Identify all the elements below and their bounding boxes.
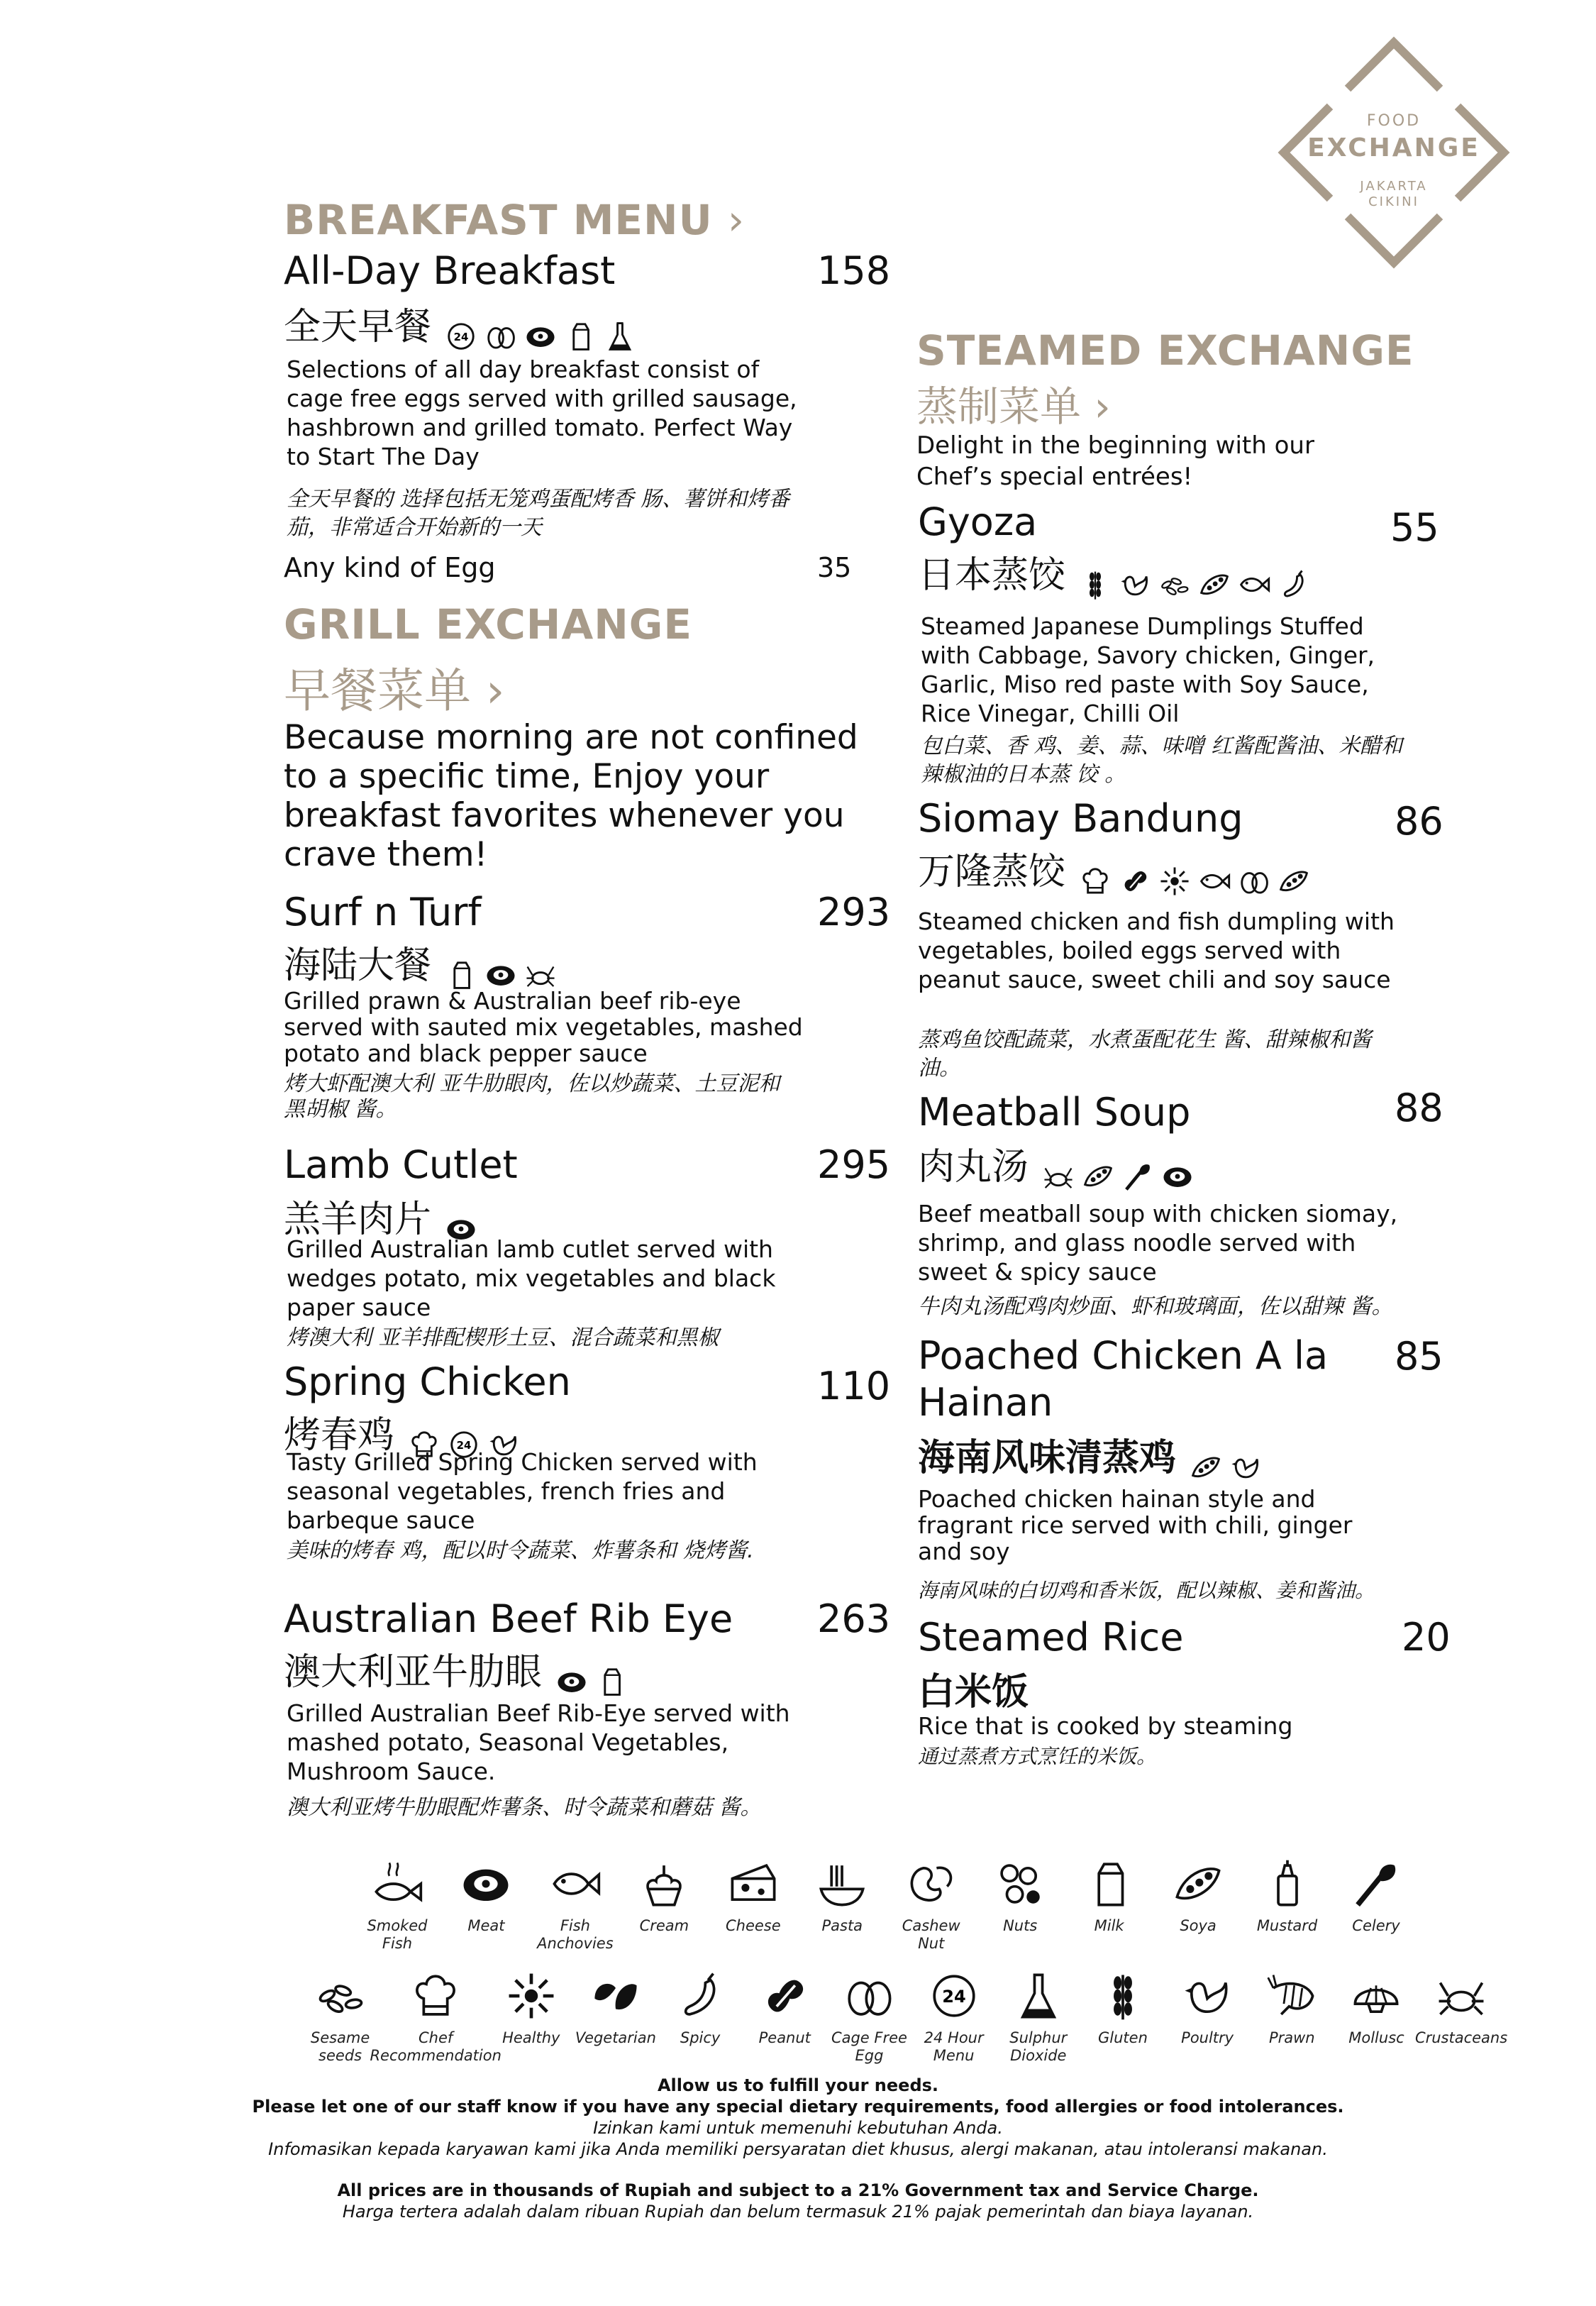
legend-label: Celery — [1352, 1917, 1400, 1934]
item-description: Rice that is cooked by steaming — [918, 1712, 1293, 1740]
spicy-icon — [1278, 568, 1310, 601]
chevron-right-icon: › — [727, 196, 746, 244]
svg-text:24: 24 — [456, 1438, 472, 1452]
pasta-icon — [816, 1858, 868, 1913]
item-price: 20 — [1402, 1615, 1451, 1660]
legend-label: 24 Hour Menu — [924, 2029, 984, 2064]
meat-icon — [1161, 1160, 1194, 1193]
section-subtitle-grill: 早餐菜单 › — [284, 663, 505, 718]
meat-icon — [555, 1665, 588, 1698]
milk-icon — [595, 1665, 628, 1698]
item-description-cn: 牛肉丸汤配鸡肉炒面、虾和玻璃面，佐以甜辣 酱。 — [918, 1294, 1393, 1319]
legend-label: Meat — [467, 1917, 505, 1934]
gluten-icon — [1097, 1970, 1149, 2025]
section-title-grill: GRILL EXCHANGE — [284, 600, 692, 649]
legend-item — [370, 1970, 501, 2065]
peanut-icon — [758, 1970, 811, 2025]
item-name: Steamed Rice — [918, 1615, 1184, 1660]
item-name: Gyoza — [918, 500, 1038, 544]
legend-label: Cashew Nut — [902, 1917, 960, 1952]
item-name: Meatball Soup — [918, 1090, 1191, 1135]
item-description: Poached chicken hainan style and fragrant rice served with chili, ginger and soy — [918, 1485, 1353, 1565]
legend-item — [443, 1858, 528, 1935]
legend-item — [977, 1858, 1063, 1935]
chevron-right-icon: › — [485, 663, 505, 718]
legend-item — [1156, 1858, 1241, 1935]
item-name: Spring Chicken — [284, 1359, 571, 1404]
legend-item — [1250, 1970, 1334, 2047]
legend-label: Pasta — [821, 1917, 863, 1934]
legend-label: Cheese — [725, 1917, 781, 1934]
legend-label: Poultry — [1181, 2029, 1234, 2046]
legend-label: Spicy — [680, 2029, 721, 2046]
crustacean-icon — [1435, 1970, 1487, 2025]
legend-label: Sulphur Dioxide — [1009, 2029, 1068, 2064]
item-cn-row — [284, 935, 557, 991]
section-subtitle-steamed: 蒸制菜单 › — [916, 382, 1111, 431]
item-price: 86 — [1395, 799, 1443, 844]
legend-row — [298, 1970, 1508, 2065]
footer-notes — [213, 2075, 1383, 2222]
poultry-icon — [1229, 1451, 1262, 1484]
logo-main-text: EXCHANGE — [1307, 133, 1480, 162]
section-intro: Because morning are not confined to a specific time, Enjoy your breakfast favorites whenever you crave them! — [284, 718, 858, 874]
soya-icon — [1190, 1451, 1222, 1484]
meat-icon — [484, 959, 517, 991]
gluten-icon — [1079, 568, 1112, 601]
prawn-icon — [1265, 1970, 1318, 2025]
item-name: Lamb Cutlet — [284, 1142, 518, 1187]
mollusc-icon — [1350, 1970, 1402, 2025]
item-cn-name: 羔羊肉片 — [284, 1198, 432, 1241]
legend-item — [573, 1970, 658, 2047]
item-cn-row — [284, 297, 636, 353]
soya-icon — [1172, 1858, 1224, 1913]
chef-icon — [1079, 865, 1112, 898]
legend-item — [1334, 1970, 1419, 2047]
section-title-breakfast: BREAKFAST MENU › — [284, 196, 746, 244]
item-description: Steamed Japanese Dumplings Stuffed with Cabbage, Savory chicken, Ginger, Garlic, Miso red paste with Soy Sauce, Rice Vinegar, Chilli Oil — [921, 612, 1375, 727]
item-name: Siomay Bandung — [918, 796, 1243, 841]
legend-label: Healthy — [502, 2029, 560, 2046]
cashew-icon — [905, 1858, 958, 1913]
item-cn-row — [918, 1428, 1262, 1484]
legend-label: Chef Recommendation — [370, 2029, 501, 2064]
item-description-cn: 烤澳大利 亚羊排配楔形土豆、混合蔬菜和黑椒 — [287, 1325, 719, 1350]
footer-line: Please let one of our staff know if you have any special dietary requirements, food allergies or food intolerances. — [252, 2097, 1344, 2117]
item-price: 263 — [817, 1596, 891, 1641]
crustacean-icon — [524, 959, 557, 991]
logo-location-text: JAKARTA — [1360, 179, 1428, 194]
legend-label: Gluten — [1098, 2029, 1148, 2046]
healthy-icon — [1158, 865, 1191, 898]
item-cn-name: 澳大利亚牛肋眼 — [284, 1651, 543, 1694]
spicy-icon — [674, 1970, 726, 2025]
section-title-steamed: STEAMED EXCHANGE — [916, 326, 1414, 375]
legend-label: Smoked Fish — [367, 1917, 428, 1952]
legend-label: Fish Anchovies — [537, 1917, 614, 1952]
sesame-icon — [1158, 568, 1191, 601]
item-description: Grilled Australian Beef Rib-Eye served with mashed potato, Seasonal Vegetables, Mushroom Sauce. — [287, 1699, 790, 1785]
legend-label: Peanut — [758, 2029, 811, 2046]
poultry-icon — [1181, 1970, 1234, 2025]
item-cn-row — [918, 1137, 1194, 1193]
legend-item — [658, 1970, 743, 2047]
milk-icon — [1083, 1858, 1136, 1913]
legend-item — [1414, 1970, 1508, 2047]
milk-icon — [445, 959, 477, 991]
allergen-legend — [355, 1858, 1419, 1953]
legend-row — [355, 1858, 1419, 1953]
legend-item — [1245, 1858, 1330, 1935]
peanut-icon — [1119, 865, 1151, 898]
24-hour-icon — [445, 320, 477, 353]
sulphur-dioxide-icon — [1012, 1970, 1065, 2025]
item-description-cn: 美味的烤春 鸡，配以时令蔬菜、炸薯条和 烧烤酱. — [287, 1538, 754, 1563]
legend-item — [1080, 1970, 1165, 2047]
legend-item — [1165, 1970, 1250, 2047]
legend-item — [1334, 1858, 1419, 1935]
item-price: 295 — [817, 1142, 891, 1187]
svg-text:24: 24 — [941, 1987, 966, 2007]
item-cn-name: 烤春鸡 — [284, 1414, 395, 1457]
section-intro: Delight in the beginning with our Chef’s special entrées! — [916, 431, 1314, 491]
cheese-icon — [727, 1858, 780, 1913]
footer-line: Harga tertera adalah dalam ribuan Rupiah dan belum termasuk 21% pajak pemerintah dan biaya layanan. — [342, 2202, 1254, 2222]
fish-icon — [1198, 865, 1231, 898]
item-description: Beef meatball soup with chicken siomay, shrimp, and glass noodle served with sweet & spicy sauce — [918, 1200, 1398, 1286]
legend-item — [489, 1970, 573, 2047]
item-description-cn: 烤大虾配澳大利 亚牛肋眼肉，佐以炒蔬菜、土豆泥和黑胡椒 酱。 — [284, 1071, 780, 1122]
nuts-icon — [994, 1858, 1046, 1913]
item-description: Grilled Australian lamb cutlet served with wedges potato, mix vegetables and black paper sauce — [287, 1235, 776, 1321]
item-price: 88 — [1395, 1086, 1443, 1130]
item-name: Any kind of Egg — [284, 552, 496, 583]
item-description-cn: 通过蒸煮方式烹饪的米饭。 — [918, 1745, 1157, 1768]
item-name: Australian Beef Rib Eye — [284, 1596, 733, 1641]
item-cn-name: 日本蒸饺 — [918, 554, 1066, 597]
legend-label: Crustaceans — [1414, 2029, 1508, 2046]
soya-icon — [1198, 568, 1231, 601]
legend-label: Vegetarian — [575, 2029, 656, 2046]
item-description-cn: 蒸鸡鱼饺配蔬菜，水煮蛋配花生 酱、甜辣椒和酱油。 — [918, 1027, 1372, 1081]
item-price: 85 — [1395, 1334, 1443, 1379]
item-cn-name: 全天早餐 — [284, 306, 432, 348]
logo-top-text: FOOD — [1366, 112, 1422, 130]
legend-item — [799, 1858, 885, 1935]
item-description: Tasty Grilled Spring Chicken served with seasonal vegetables, french fries and barbeque sauce — [287, 1448, 758, 1534]
item-name: All-Day Breakfast — [284, 248, 616, 293]
cream-icon — [638, 1858, 690, 1913]
legend-item — [889, 1858, 974, 1953]
item-name: Surf n Turf — [284, 890, 482, 934]
sulphur-dioxide-icon — [604, 320, 636, 353]
legend-label: Sesame seeds — [310, 2029, 370, 2064]
svg-text:24: 24 — [453, 330, 469, 343]
item-cn-name: 万隆蒸饺 — [918, 851, 1066, 893]
item-price: 293 — [817, 890, 891, 934]
item-price: 158 — [817, 248, 891, 293]
item-cn-row — [284, 1642, 628, 1698]
legend-item — [996, 1970, 1080, 2065]
item-description-cn: 全天早餐的 选择包括无笼鸡蛋配烤香 肠、薯饼和烤番茄，非常适合开始新的一天 — [287, 487, 790, 540]
item-name: Poached Chicken A la Hainan — [918, 1333, 1329, 1425]
egg-icon — [843, 1970, 895, 2025]
healthy-icon — [505, 1970, 558, 2025]
item-cn-name: 海南风味清蒸鸡 — [918, 1437, 1177, 1479]
soya-icon — [1082, 1160, 1114, 1193]
food-exchange-logo — [1270, 28, 1518, 277]
soya-icon — [1278, 865, 1310, 898]
legend-label: Nuts — [1003, 1917, 1038, 1934]
footer-line: Izinkan kami untuk memenuhi kebutuhan Anda. — [593, 2118, 1003, 2138]
crustacean-icon — [1042, 1160, 1075, 1193]
footer-line: All prices are in thousands of Rupiah and subject to a 21% Government tax and Service Charge. — [337, 2180, 1259, 2200]
24-hour-icon — [928, 1970, 980, 2025]
legend-item — [711, 1858, 796, 1935]
item-price: 35 — [817, 552, 852, 583]
item-description-cn: 海南风味的白切鸡和香米饭，配以辣椒、姜和酱油。 — [918, 1579, 1375, 1602]
legend-item — [621, 1858, 706, 1935]
logo-location-text: CIKINI — [1368, 194, 1419, 209]
mustard-icon — [1261, 1858, 1314, 1913]
legend-label: Cream — [639, 1917, 689, 1934]
vegetarian-icon — [589, 1970, 642, 2025]
legend-item — [355, 1858, 440, 1953]
milk-icon — [564, 320, 597, 353]
item-description-cn: 澳大利亚烤牛肋眼配炸薯条、时令蔬菜和蘑菇 酱。 — [287, 1795, 762, 1820]
footer-line: Infomasikan kepada karyawan kami jika Anda memiliki persyaratan diet khusus, alergi makanan, atau intoleransi makanan. — [268, 2139, 1328, 2159]
fish-icon — [1238, 568, 1270, 601]
item-cn-row — [918, 842, 1310, 898]
item-cn-row — [918, 545, 1310, 601]
legend-item — [533, 1858, 618, 1953]
chef-icon — [409, 1970, 462, 2025]
item-price: 55 — [1390, 505, 1439, 550]
legend-label: Mustard — [1256, 1917, 1318, 1934]
allergen-legend — [298, 1970, 1508, 2065]
smoked-fish-icon — [371, 1858, 423, 1913]
item-cn-name: 海陆大餐 — [284, 944, 432, 987]
egg-icon — [484, 320, 517, 353]
item-description: Grilled prawn & Australian beef rib-eye served with sauted mix vegetables, mashed potato and black pepper sauce — [284, 987, 803, 1067]
footer-line: Allow us to fulfill your needs. — [657, 2075, 939, 2095]
celery-icon — [1350, 1858, 1402, 1913]
poultry-icon — [1119, 568, 1151, 601]
item-cn-name: 白米饭 — [918, 1671, 1029, 1714]
meat-icon — [460, 1858, 512, 1913]
legend-label: Mollusc — [1348, 2029, 1404, 2046]
fish-icon — [549, 1858, 602, 1913]
legend-label: Prawn — [1268, 2029, 1315, 2046]
chevron-right-icon: › — [1094, 382, 1111, 431]
item-price: 110 — [817, 1364, 891, 1408]
legend-item — [827, 1970, 911, 2065]
item-description: Steamed chicken and fish dumpling with vegetables, boiled eggs served with peanut sauce, sweet chili and soy sauce — [918, 907, 1395, 993]
sesame-icon — [314, 1970, 367, 2025]
legend-label: Milk — [1094, 1917, 1124, 1934]
meat-icon — [524, 320, 557, 353]
legend-label: Soya — [1180, 1917, 1217, 1934]
item-description: Selections of all day breakfast consist of cage free eggs served with grilled sausage, hashbrown and grilled tomato. Perfect Way to Start The Day — [287, 355, 797, 470]
item-cn-name: 肉丸汤 — [918, 1146, 1029, 1188]
egg-icon — [1238, 865, 1270, 898]
celery-icon — [1121, 1160, 1154, 1193]
legend-label: Cage Free Egg — [831, 2029, 907, 2064]
item-description-cn: 包白菜、香 鸡、姜、蒜、味噌 红酱配酱油、米醋和辣椒油的日本蒸 饺 。 — [921, 734, 1403, 787]
legend-item — [1067, 1858, 1152, 1935]
legend-item — [743, 1970, 827, 2047]
legend-item — [911, 1970, 996, 2065]
